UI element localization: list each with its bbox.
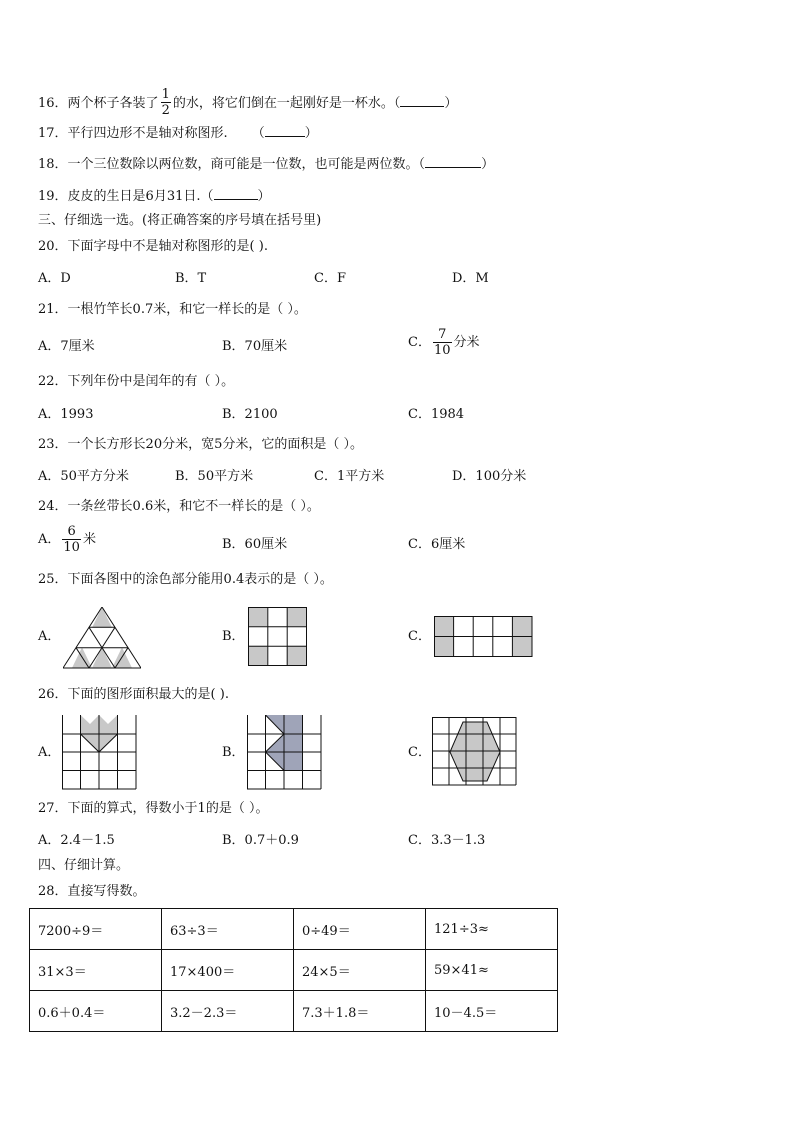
question-number: 22．: [38, 374, 68, 389]
option-a[interactable]: A． $\frac{6}{10}$ 米: [38, 524, 96, 555]
calc-cell[interactable]: 0÷49＝: [294, 909, 426, 950]
question-number: 21．: [38, 302, 68, 317]
shaded-triangle: [92, 647, 112, 668]
answer-blank[interactable]: [425, 155, 481, 168]
option-a[interactable]: A．D: [38, 271, 71, 286]
calc-cell[interactable]: 59×41≈: [426, 950, 558, 991]
option-b[interactable]: B．70厘米: [222, 339, 288, 354]
shaded-cell: [248, 607, 267, 626]
question-text: 下面字母中不是轴对称图形的是( ).: [67, 239, 268, 254]
question-number: 18．: [38, 157, 68, 172]
question-number: 26．: [38, 687, 68, 702]
answer-blank[interactable]: [265, 124, 305, 137]
option-b-label[interactable]: B．: [222, 629, 245, 644]
question-text: 一根竹竿长0.7米，和它一样长的是（ ）。: [67, 302, 307, 317]
option-c-label[interactable]: C．: [408, 629, 431, 644]
option-a[interactable]: A．2.4－1.5: [38, 833, 115, 848]
grid-lines: [62, 715, 136, 789]
option-a-label[interactable]: A．: [38, 629, 61, 644]
square-grid-figure: [248, 607, 308, 667]
question-number: 20．: [38, 239, 68, 254]
option-c[interactable]: C．F: [314, 271, 346, 286]
question-17: 17．平行四边形不是轴对称图形. （ ）: [38, 126, 318, 141]
question-text-tail: 的水，将它们倒在一起刚好是一杯水。（: [172, 96, 401, 111]
section-heading-4: 四、仔细计算。: [38, 858, 130, 873]
question-text: 一个三位数除以两位数，商可能是一位数，也可能是两位数。（: [67, 157, 426, 172]
question-23: [38, 436, 363, 454]
option-a-label[interactable]: A．: [38, 745, 61, 760]
option-b[interactable]: B．2100: [222, 407, 278, 422]
option-b[interactable]: B．60厘米: [222, 537, 288, 552]
question-number: 24．: [38, 499, 68, 514]
table-row: [30, 991, 558, 1032]
grid-shape-figure-a: [62, 715, 138, 790]
question-27: [38, 800, 268, 818]
option-d[interactable]: D．M: [452, 271, 489, 286]
question-21: [38, 301, 307, 319]
calc-cell[interactable]: 17×400＝: [162, 950, 294, 991]
calculation-table: [29, 908, 558, 1032]
question-number: 28．: [38, 884, 68, 899]
question-18: 18．一个三位数除以两位数，商可能是一位数，也可能是两位数。（ ）: [38, 157, 495, 172]
option-a[interactable]: A．1993: [38, 407, 94, 422]
option-c[interactable]: C．6厘米: [408, 537, 466, 552]
table-row: [30, 909, 558, 950]
question-19: 19．皮皮的生日是6月31日.（ ）: [38, 189, 271, 204]
question-text: 皮皮的生日是6月31日.（: [67, 189, 214, 204]
question-text: 下面各图中的涂色部分能用0.4表示的是（ ）。: [67, 572, 333, 587]
option-b[interactable]: B．50平方米: [175, 469, 254, 484]
fraction: $\frac{1}{2}$: [161, 87, 170, 118]
answer-blank[interactable]: [400, 94, 444, 107]
question-16: 16．两个杯子各装了 $\frac{1}{2}$ 的水，将它们倒在一起刚好是一杯水。（ ）: [38, 87, 458, 118]
question-number: 25．: [38, 572, 68, 587]
shaded-cell: [512, 616, 532, 637]
shaded-cell: [248, 646, 267, 665]
question-number: 23．: [38, 437, 68, 452]
question-26: [38, 686, 229, 704]
calc-cell[interactable]: 7.3＋1.8＝: [294, 991, 426, 1032]
question-number: 19．: [38, 189, 68, 204]
grid-shape-figure-c: [432, 717, 518, 787]
question-number: 16．: [38, 96, 68, 111]
shaded-cell: [434, 637, 454, 658]
calc-cell[interactable]: 10－4.5＝: [426, 991, 558, 1032]
option-c[interactable]: C．1平方米: [314, 469, 385, 484]
option-c[interactable]: C． $\frac{7}{10}$ 分米: [408, 327, 480, 358]
question-text: 下面的算式，得数小于1的是（ ）。: [67, 801, 269, 816]
shaded-cell: [434, 616, 454, 637]
calc-cell[interactable]: 3.2－2.3＝: [162, 991, 294, 1032]
question-25: [38, 571, 333, 589]
rectangle-grid-figure: [434, 616, 533, 658]
answer-blank[interactable]: [214, 187, 258, 200]
calc-cell[interactable]: 121÷3≈: [426, 909, 558, 950]
option-c[interactable]: C．1984: [408, 407, 465, 422]
question-text: 平行四边形不是轴对称图形.: [67, 126, 228, 141]
calc-cell[interactable]: 31×3＝: [30, 950, 162, 991]
option-b[interactable]: B．T: [175, 271, 207, 286]
question-text: 一个长方形长20分米，宽5分米，它的面积是（ ）。: [67, 437, 363, 452]
calc-cell[interactable]: 63÷3＝: [162, 909, 294, 950]
option-a[interactable]: A．7厘米: [38, 339, 95, 354]
section-heading-3: 三、仔细选一选。(将正确答案的序号填在括号里): [38, 213, 322, 228]
question-text: 下列年份中是闰年的有（ ）。: [67, 374, 235, 389]
option-c-label[interactable]: C．: [408, 745, 431, 760]
shaded-cell: [287, 646, 306, 665]
grid-shape-figure-b: [247, 715, 323, 790]
option-c[interactable]: C．3.3－1.3: [408, 833, 486, 848]
calc-cell[interactable]: 24×5＝: [294, 950, 426, 991]
question-20: [38, 238, 268, 256]
question-text: 下面的图形面积最大的是( ).: [67, 687, 229, 702]
question-text: 直接写得数。: [67, 884, 146, 899]
question-22: [38, 373, 234, 391]
option-d[interactable]: D．100分米: [452, 469, 527, 484]
question-number: 27．: [38, 801, 68, 816]
fraction: $\frac{7}{10}$: [433, 327, 451, 358]
calc-cell[interactable]: 0.6＋0.4＝: [30, 991, 162, 1032]
question-28: [38, 883, 146, 901]
triangle-grid-figure: [63, 607, 141, 669]
shaded-cell: [512, 637, 532, 658]
question-text: 两个杯子各装了: [67, 96, 159, 111]
option-a[interactable]: A．50平方分米: [38, 469, 129, 484]
shaded-cell: [287, 607, 306, 626]
fraction: $\frac{6}{10}$: [63, 524, 80, 555]
question-text: 一条丝带长0.6米，和它不一样长的是（ ）。: [67, 499, 320, 514]
option-b-label[interactable]: B．: [222, 745, 245, 760]
table-row: [30, 950, 558, 991]
question-number: 17．: [38, 126, 68, 141]
question-24: [38, 498, 320, 516]
calc-cell[interactable]: 7200÷9＝: [30, 909, 162, 950]
grid-lines: [247, 715, 321, 789]
option-b[interactable]: B．0.7＋0.9: [222, 833, 299, 848]
